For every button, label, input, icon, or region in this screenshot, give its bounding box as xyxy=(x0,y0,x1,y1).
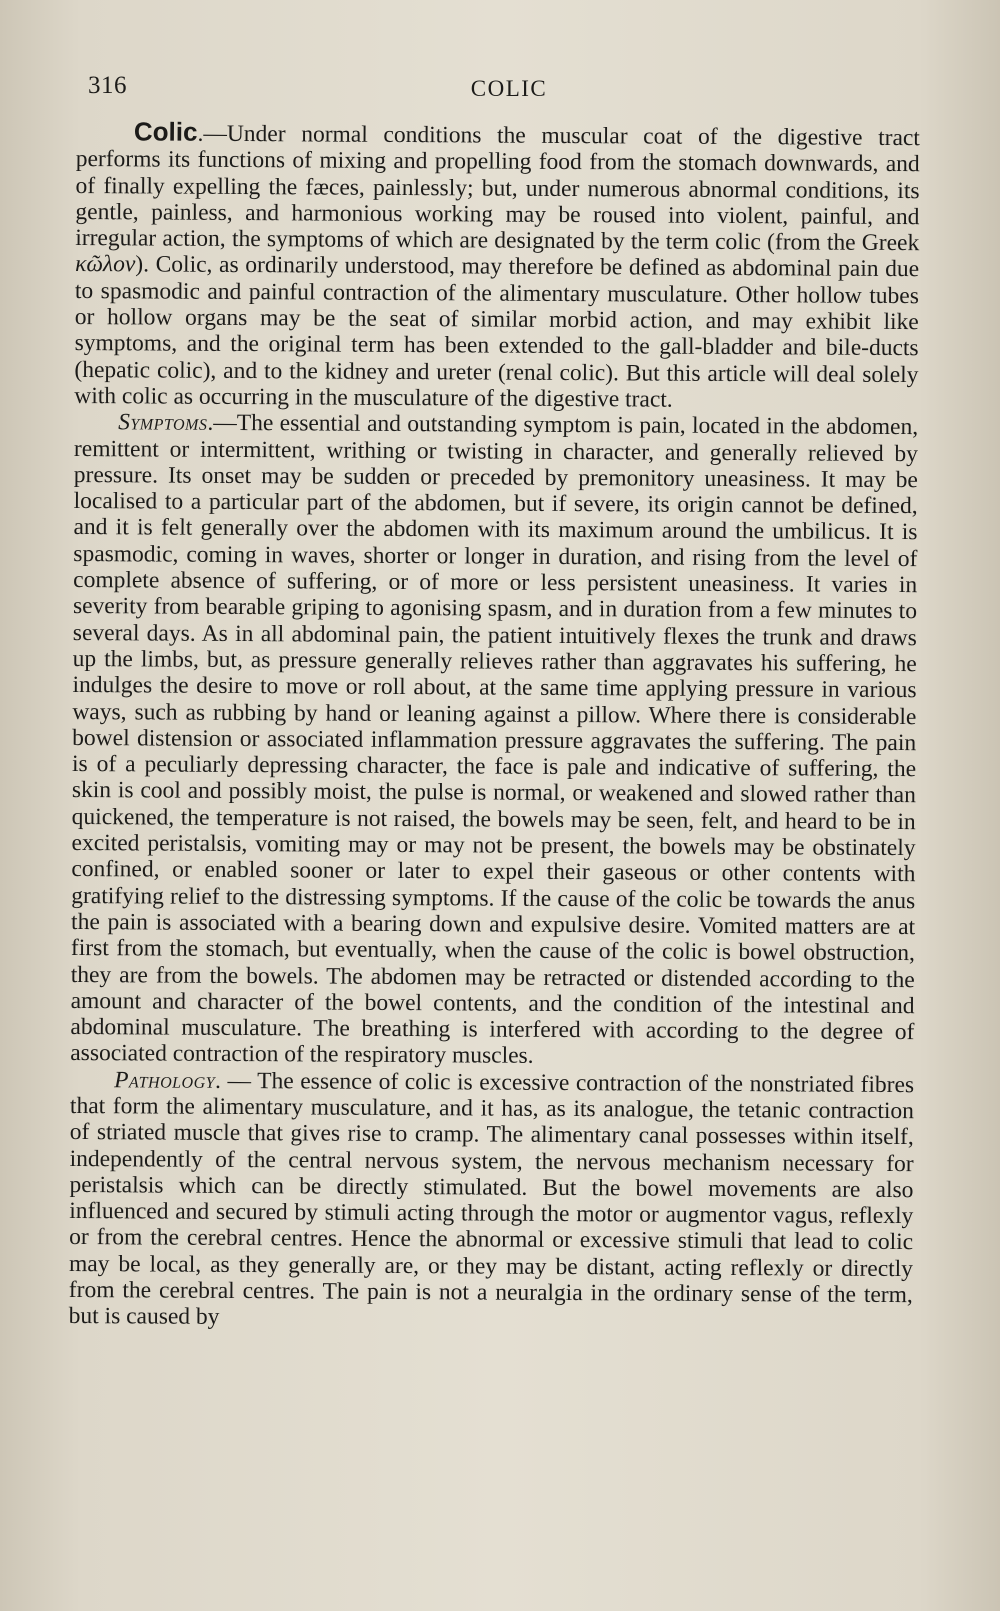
section-heading-pathology: Pathology xyxy=(114,1066,216,1094)
paragraph-text: ). Colic, as ordinarily understood, may therefore be defined as abdominal pain due to spasmodic and painful contraction of the alimentary musculature. Other hollow tubes or hollow organs may be the seat of similar morbid action, and may exhibit like symptoms, and the original term has been extended to the gall-bladder and bile-ducts (hepatic colic), and to the kidney and ureter (renal colic). But this article will deal solely with colic as occurring in the musculature of the digestive tract. xyxy=(74,251,920,413)
paragraph-introduction xyxy=(74,118,920,414)
entry-heading: Colic xyxy=(133,116,198,147)
paragraph-text: .—Under normal conditions the muscular coat of the digestive tract performs its functions of mixing and propelling food from the stomach downwards, and of finally expelling the fæces, painlessly; but, under numerous abnormal conditions, its gentle, painless, and harmonious working may be roused into violent, painful, and irregular action, the symptoms of which are designated by the term colic (from the Greek xyxy=(75,120,920,257)
running-head xyxy=(88,72,930,112)
running-title: COLIC xyxy=(470,76,548,101)
paragraph-symptoms xyxy=(70,409,918,1072)
paragraph-pathology xyxy=(69,1067,915,1335)
paragraph-text: . — The essence of colic is excessive contraction of the nonstriated fibres that form the alimentary musculature, and it has, as its analogue, the tetanic contraction of striated muscle that gives rise to cramp. The alimentary canal possesses within itself, independently of the central nervous system, the nervous mechanism necessary for peristalsis which can be directly stimulated. But the bowel movements are also influenced and secured by stimuli acting through the motor or augmentor vagus, reflexly or from the cerebral centres. Hence the abnormal or excessive stimuli that lead to colic may be local, as they generally are, or they may be distant, acting reflexly or directly from the cerebral centres. The pain is not a neuralgia in the ordinary sense of the term, but is caused by xyxy=(68,1067,915,1331)
paragraph-text: .—The essential and outstanding symptom is pain, located in the abdomen, remittent or intermittent, writhing or twisting in character, and generally relieved by pressure. Its onset may be sudden or preceded by premonitory uneasiness. It may be localised to a particular part of the abdomen, but if severe, its origin cannot be defined, and it is felt generally over the abdomen with its maximum around the umbilicus. It is spasmodic, coming in waves, shorter or longer in duration, and rising from the level of complete absence of suffering, or of more or less persistent uneasiness. It varies in severity from bearable griping to agonising spasm, and in duration from a few minutes to several days. As in all abdominal pain, the patient intuitively flexes the trunk and draws up the limbs, but, as pressure generally relieves rather than aggravates his suffering, he indulges the desire to move or roll about, at the same time applying pressure in various ways, such as rubbing by hand or leaning against a pillow. Where there is considerable bowel distension or associated inflammation pressure aggravates the suffering. The pain is of a peculiarly depressing character, the face is pale and indicative of suffering, the skin is cool and possibly moist, the pulse is normal, or weakened and slowed rather than quickened, the temperature is not raised, the bowels may be seen, felt, and heard to be in excited peristalsis, vomiting may or may not be present, the bowels may be obstinately confined, or enabled sooner or later to expel their gaseous or other contents with gratifying relief to the distressing symptoms. If the cause of the colic be towards the anus the pain is associated with a bearing down and expulsive desire. Vomited matters are at first from the stomach, but eventually, when the cause of the colic is bowel obstruction, they are from the bowels. The abdomen may be retracted or distended according to the amount and character of the bowel contents, and the condition of the intestinal and abdominal musculature. The breathing is interfered with according to the degree of associated contraction of the respiratory muscles. xyxy=(70,410,919,1070)
section-heading-symptoms: Symptoms xyxy=(118,409,208,437)
greek-word: κῶλον xyxy=(75,251,136,278)
page-number: 316 xyxy=(88,72,127,99)
article-body xyxy=(69,118,920,1335)
